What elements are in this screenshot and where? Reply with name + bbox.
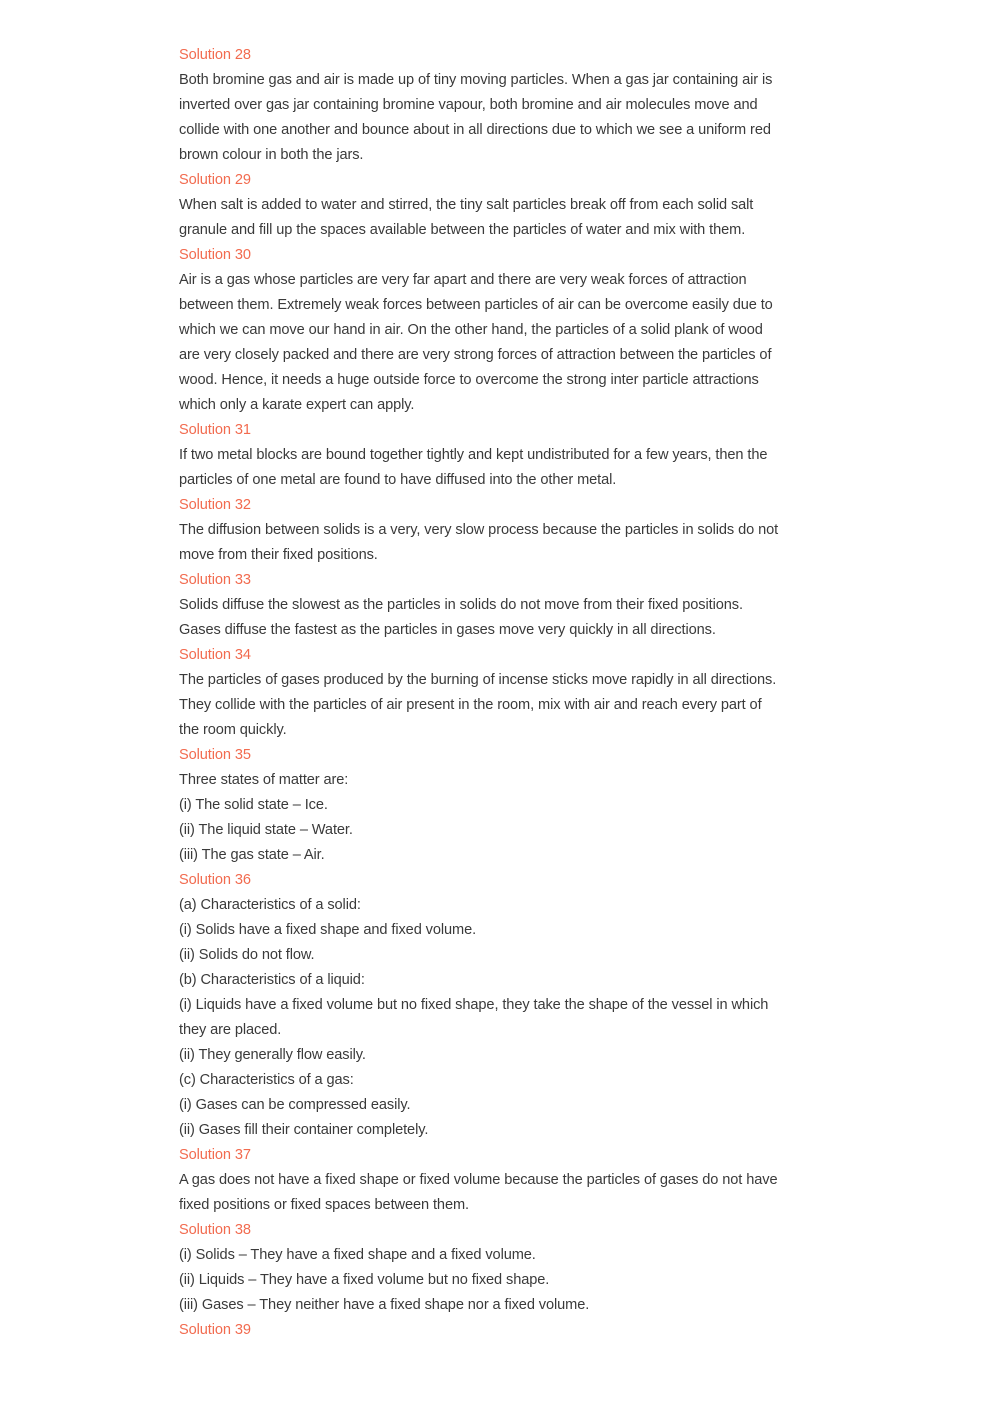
solution-block [179, 1218, 819, 1318]
solution-text-line: They collide with the particles of air present in the room, mix with air and reach every part of [179, 697, 762, 713]
solution-text-line: (iii) Gases – They neither have a fixed shape nor a fixed volume. [179, 1297, 590, 1313]
solution-block [179, 1143, 819, 1218]
solution-text-line: (i) The solid state – Ice. [179, 797, 328, 813]
solution-block [179, 743, 819, 868]
solution-text-line: move from their fixed positions. [179, 547, 378, 563]
solution-text-line: between them. Extremely weak forces between particles of air can be overcome easily due to [179, 297, 773, 313]
solution-block [179, 568, 819, 643]
solution-text-line: (i) Solids – They have a fixed shape and a fixed volume. [179, 1247, 536, 1263]
solution-text-line: (iii) The gas state – Air. [179, 847, 325, 863]
solution-text-line: Three states of matter are: [179, 772, 349, 788]
solution-heading: Solution 29 [179, 172, 251, 188]
solution-text-line: collide with one another and bounce about in all directions due to which we see a uniform red [179, 122, 771, 138]
solution-text-line: (ii) Liquids – They have a fixed volume but no fixed shape. [179, 1272, 550, 1288]
solution-text-line: which only a karate expert can apply. [179, 397, 415, 413]
solution-heading: Solution 34 [179, 647, 251, 663]
solution-text-line: Gases diffuse the fastest as the particles in gases move very quickly in all directions. [179, 622, 716, 638]
document-page [179, 43, 819, 1343]
solution-heading: Solution 30 [179, 247, 251, 263]
solution-text-line: Both bromine gas and air is made up of tiny moving particles. When a gas jar containing air is [179, 72, 773, 88]
solution-block [179, 168, 819, 243]
solution-text-line: (b) Characteristics of a liquid: [179, 972, 365, 988]
solution-block [179, 1318, 819, 1343]
solution-text-line: (a) Characteristics of a solid: [179, 897, 361, 913]
solution-heading: Solution 37 [179, 1147, 251, 1163]
solution-text-line: (ii) They generally flow easily. [179, 1047, 366, 1063]
solution-text-line: Air is a gas whose particles are very far apart and there are very weak forces of attraction [179, 272, 747, 288]
solution-heading: Solution 35 [179, 747, 251, 763]
solution-text-line: they are placed. [179, 1022, 282, 1038]
solution-block [179, 868, 819, 1143]
solution-block [179, 43, 819, 168]
solution-block [179, 643, 819, 743]
solution-heading: Solution 39 [179, 1322, 251, 1338]
solution-heading: Solution 38 [179, 1222, 251, 1238]
solution-heading: Solution 33 [179, 572, 251, 588]
solution-text-line: Solids diffuse the slowest as the particles in solids do not move from their fixed positions. [179, 597, 743, 613]
solution-text-line: (i) Gases can be compressed easily. [179, 1097, 411, 1113]
solution-heading: Solution 32 [179, 497, 251, 513]
solution-text-line: fixed positions or fixed spaces between them. [179, 1197, 469, 1213]
solution-text-line: (c) Characteristics of a gas: [179, 1072, 354, 1088]
solution-text-line: wood. Hence, it needs a huge outside force to overcome the strong inter particle attractions [179, 372, 759, 388]
solution-text-line: granule and fill up the spaces available between the particles of water and mix with them. [179, 222, 746, 238]
solution-text-line: (i) Liquids have a fixed volume but no fixed shape, they take the shape of the vessel in which [179, 997, 769, 1013]
solution-heading: Solution 31 [179, 422, 251, 438]
solution-block [179, 418, 819, 493]
solution-text-line: A gas does not have a fixed shape or fixed volume because the particles of gases do not have [179, 1172, 778, 1188]
solution-text-line: particles of one metal are found to have diffused into the other metal. [179, 472, 617, 488]
solution-text-line: are very closely packed and there are very strong forces of attraction between the particles of [179, 347, 772, 363]
solution-text-line: (i) Solids have a fixed shape and fixed volume. [179, 922, 477, 938]
solution-heading: Solution 36 [179, 872, 251, 888]
solution-text-line: which we can move our hand in air. On the other hand, the particles of a solid plank of wood [179, 322, 763, 338]
solution-text-line: brown colour in both the jars. [179, 147, 364, 163]
solution-text-line: The particles of gases produced by the burning of incense sticks move rapidly in all directions. [179, 672, 777, 688]
solution-text-line: (ii) The liquid state – Water. [179, 822, 353, 838]
solution-text-line: The diffusion between solids is a very, very slow process because the particles in solids do not [179, 522, 779, 538]
solution-text-line: When salt is added to water and stirred, the tiny salt particles break off from each solid salt [179, 197, 754, 213]
solution-text-line: inverted over gas jar containing bromine vapour, both bromine and air molecules move and [179, 97, 758, 113]
solution-text-line: (ii) Gases fill their container completely. [179, 1122, 429, 1138]
solution-text-line: (ii) Solids do not flow. [179, 947, 315, 963]
solution-block [179, 493, 819, 568]
solution-block [179, 243, 819, 418]
solution-text-line: If two metal blocks are bound together tightly and kept undistributed for a few years, then the [179, 447, 768, 463]
solution-text-line: the room quickly. [179, 722, 287, 738]
solution-heading: Solution 28 [179, 47, 251, 63]
